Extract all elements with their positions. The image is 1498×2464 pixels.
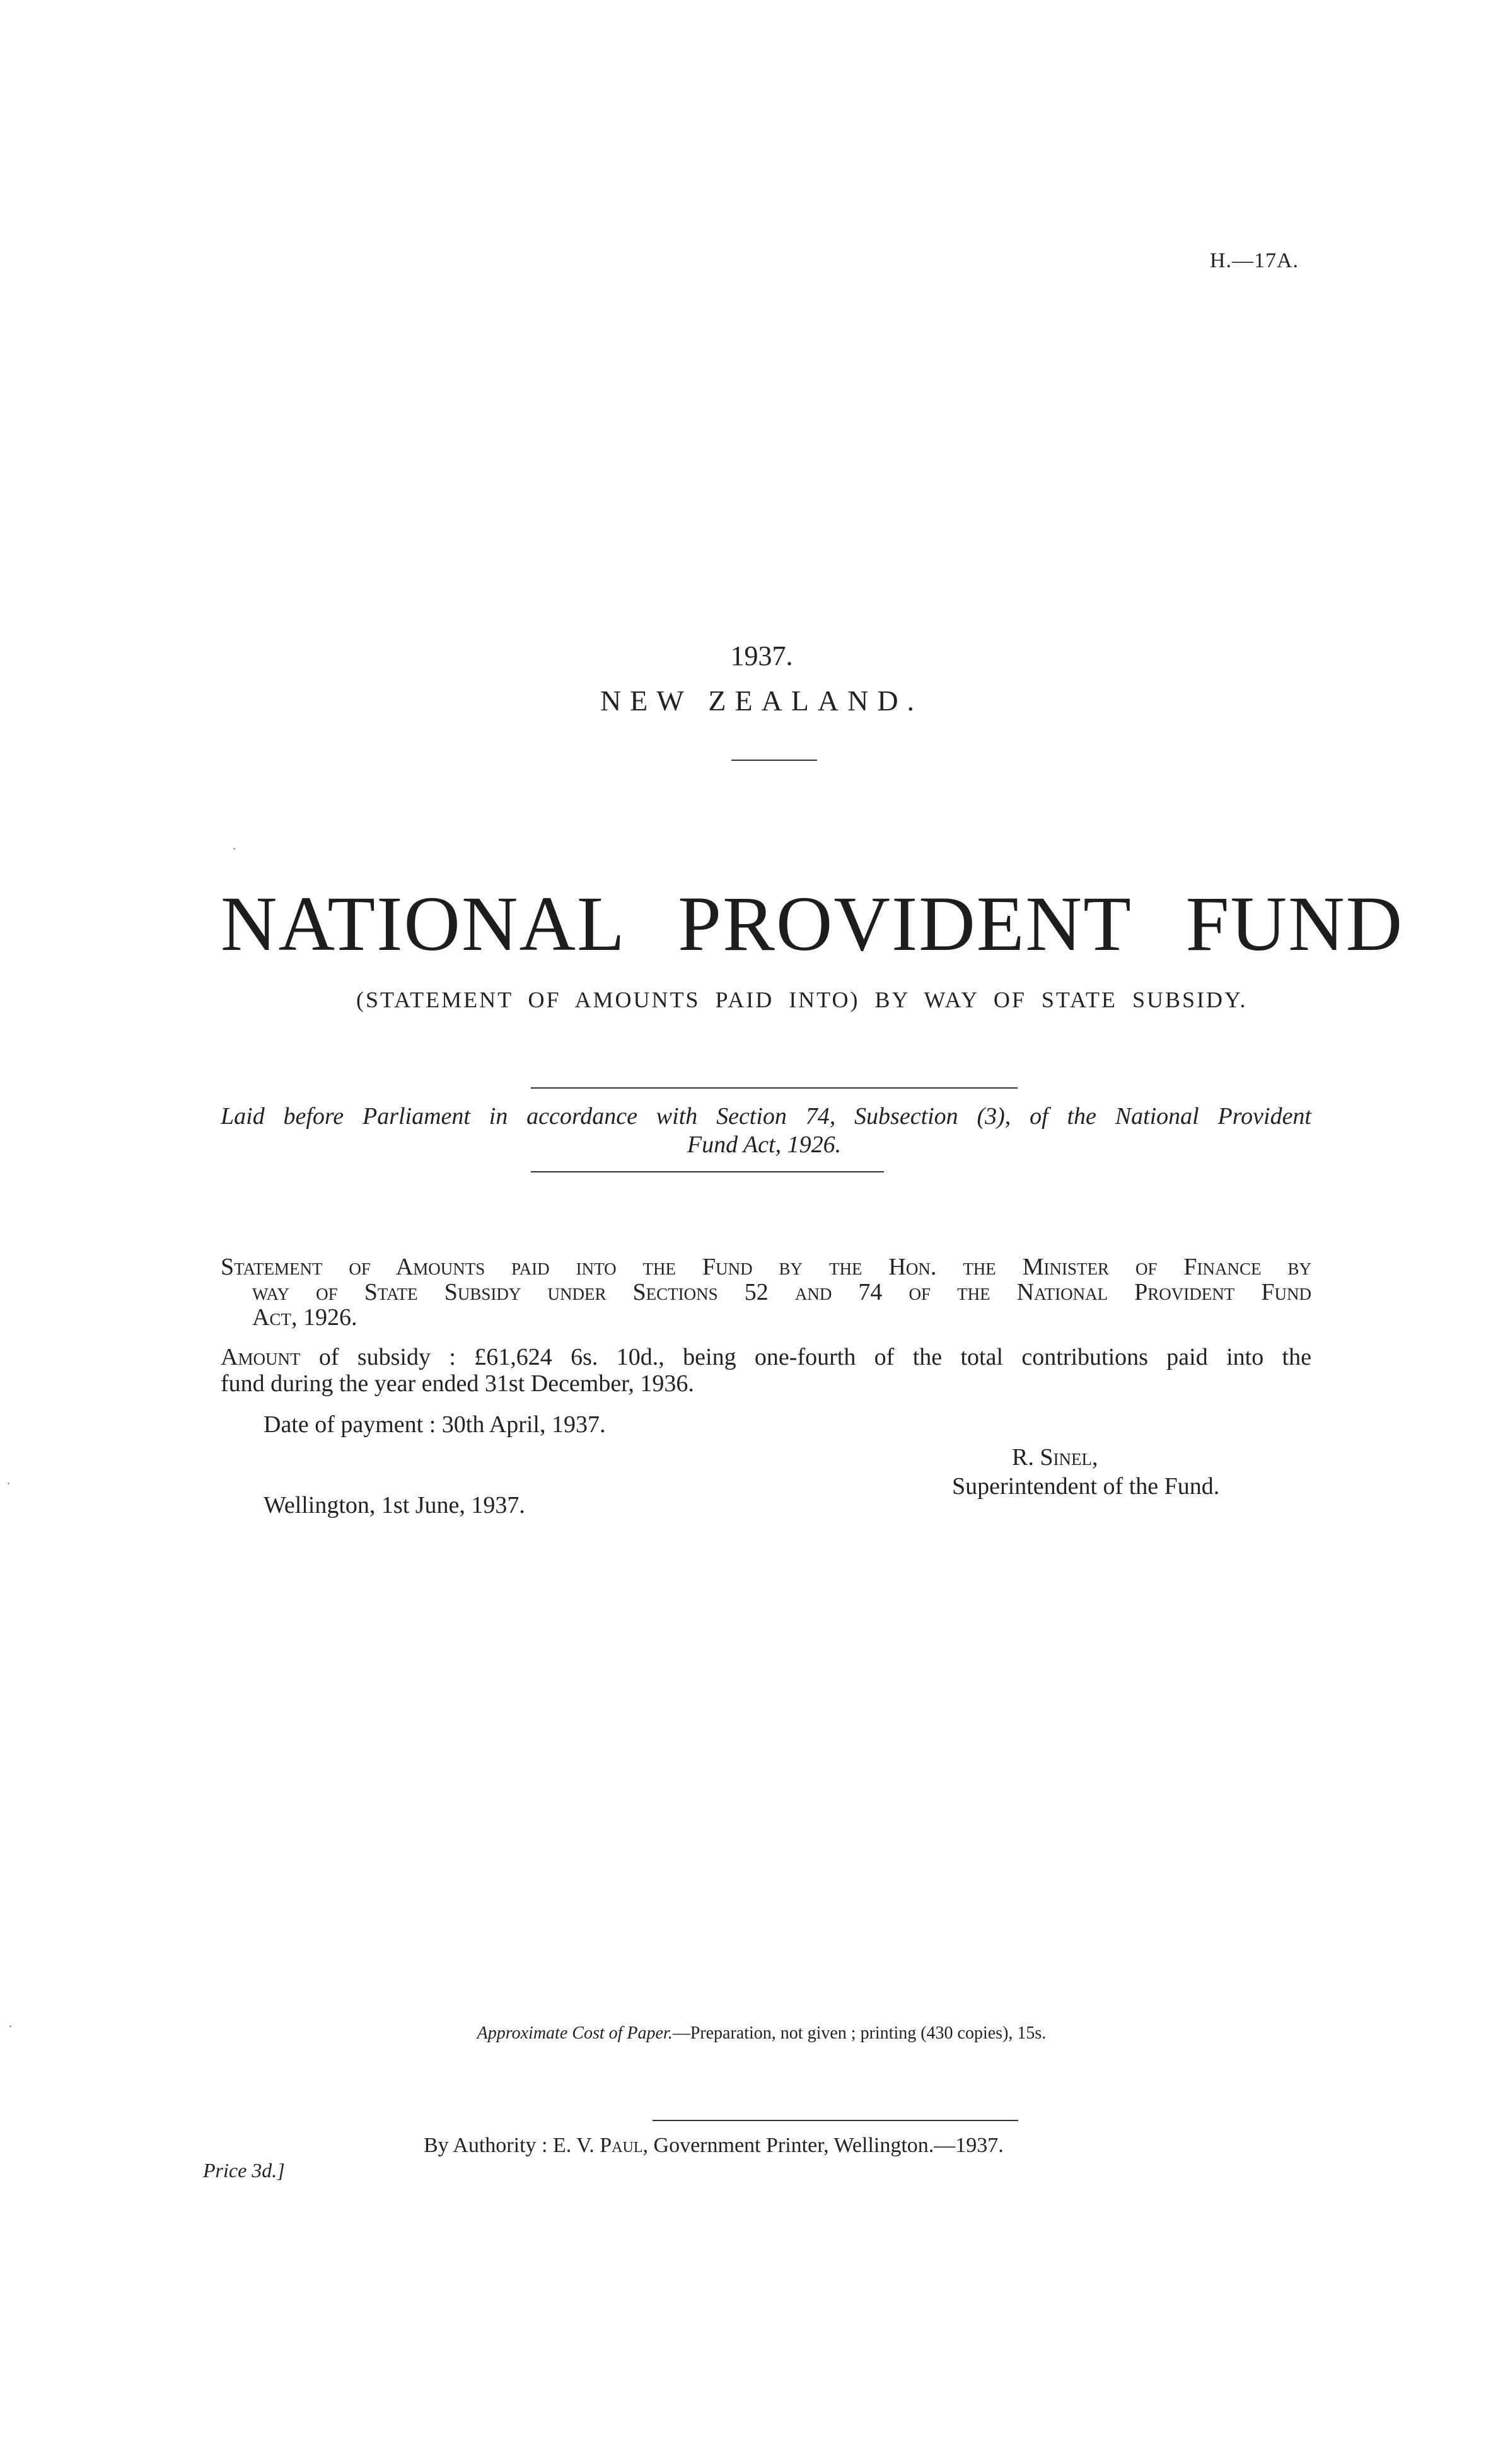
- price-label: Price 3d.]: [203, 2159, 285, 2182]
- laid-before-notice: Laid before Parliament in accordance with Section 74, Subsection (3), of the National Provident: [221, 1103, 1311, 1130]
- amount-text: of subsidy : £61,624 6s. 10d., being one-fourth of the total contributions paid into the: [300, 1344, 1311, 1370]
- divider-rule: [731, 760, 817, 761]
- amount-label: Amount: [221, 1344, 301, 1370]
- laid-before-notice-continued: Fund Act, 1926.: [687, 1131, 842, 1158]
- printer-suffix: , Government Printer, Wellington.—1937.: [642, 2134, 1004, 2157]
- statement-heading: [221, 1254, 1311, 1330]
- cost-label: Approximate Cost of Paper.: [477, 2023, 673, 2043]
- document-title: NATIONAL PROVIDENT FUND: [221, 881, 1404, 967]
- printer-imprint: [424, 2134, 1004, 2158]
- date-of-payment: Date of payment : 30th April, 1937.: [264, 1411, 606, 1438]
- printer-name: Paul: [600, 2134, 643, 2157]
- cost-of-paper-note: [0, 2023, 1498, 2044]
- statement-heading-line: Statement of Amounts paid into the Fund by the Hon. the Minister of Finance by: [221, 1254, 1311, 1280]
- document-reference: H.—17A.: [1209, 249, 1299, 272]
- divider-rule: [531, 1171, 884, 1172]
- scan-speck: [233, 848, 235, 850]
- signatory-name: R. Sinel,: [1012, 1444, 1098, 1471]
- signatory-title: Superintendent of the Fund.: [952, 1473, 1220, 1500]
- statement-heading-line: way of State Subsidy under Sections 52 and 74 of the National Provident Fund: [252, 1279, 1311, 1305]
- amount-line: fund during the year ended 31st December, 1936.: [221, 1370, 694, 1397]
- country-heading: NEW ZEALAND.: [600, 685, 924, 717]
- scan-speck: [9, 2025, 11, 2027]
- publication-year: 1937.: [730, 640, 793, 671]
- statement-heading-line: Act, 1926.: [252, 1304, 357, 1331]
- printer-prefix: By Authority : E. V.: [424, 2134, 600, 2157]
- place-and-date: Wellington, 1st June, 1937.: [264, 1492, 525, 1518]
- cost-text: —Preparation, not given ; printing (430 copies), 15s.: [672, 2023, 1047, 2043]
- scan-speck: [8, 1483, 9, 1484]
- divider-rule: [653, 2120, 1018, 2121]
- amount-line: [221, 1344, 1311, 1370]
- document-subtitle: (STATEMENT OF AMOUNTS PAID INTO) BY WAY OF STATE SUBSIDY.: [356, 987, 1248, 1012]
- amount-paragraph: [221, 1344, 1311, 1397]
- divider-rule: [531, 1087, 1018, 1089]
